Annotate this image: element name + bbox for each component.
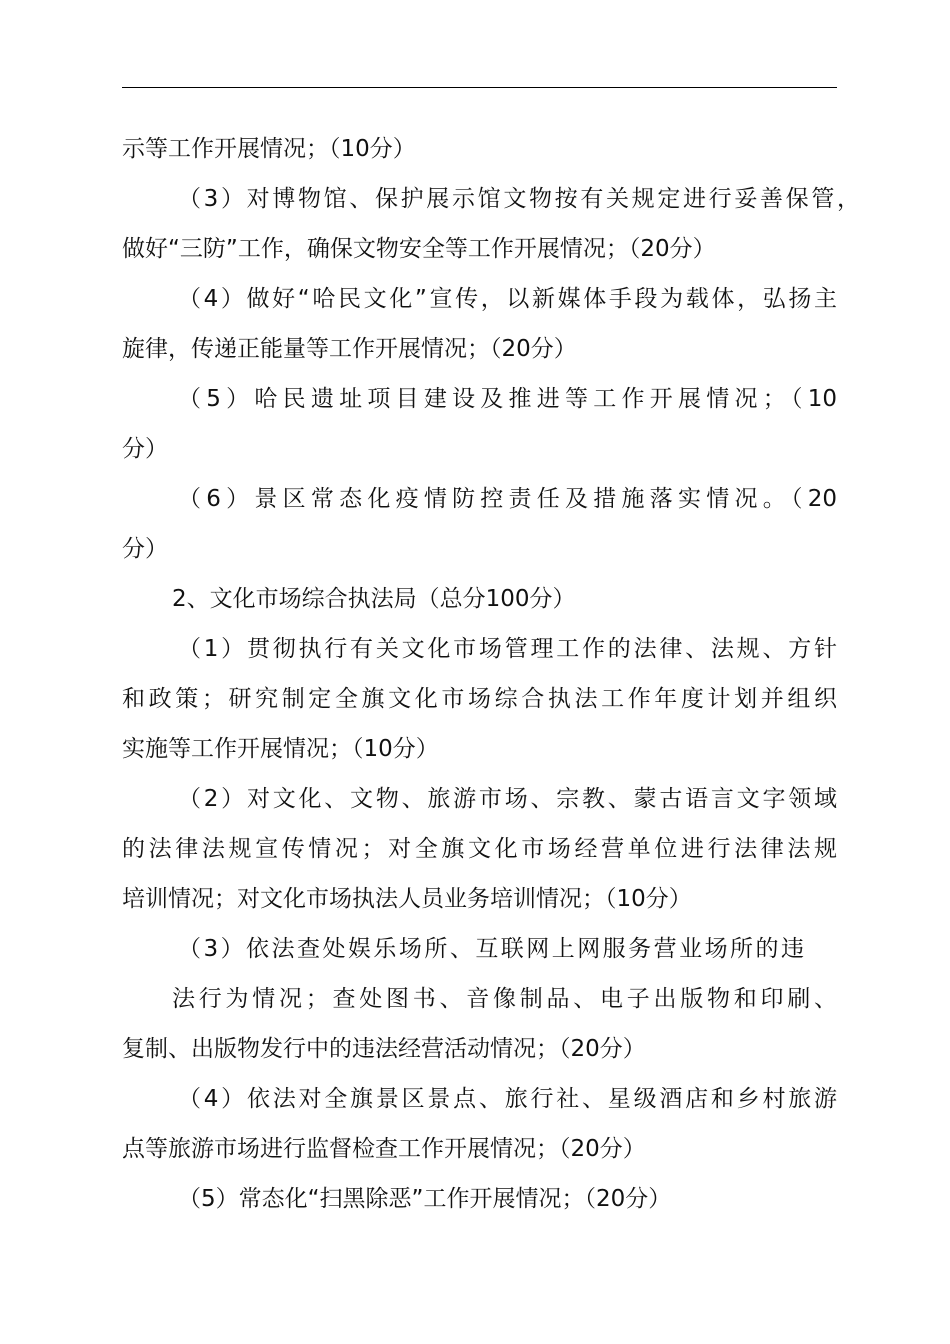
text-line: （3）对博物馆、保护展示馆文物按有关规定进行妥善保管， bbox=[178, 186, 860, 212]
text-line: （4）依法对全旗景区景点、旅行社、星级酒店和乡村旅游 bbox=[178, 1086, 837, 1112]
text-line: 培训情况；对文化市场执法人员业务培训情况；（10分） bbox=[122, 886, 692, 912]
text-line: 旋律，传递正能量等工作开展情况；（20分） bbox=[122, 336, 577, 362]
text-line: 分） bbox=[122, 536, 168, 562]
text-line: （4）做好“哈民文化”宣传，以新媒体手段为载体，弘扬主 bbox=[178, 286, 837, 312]
text-line: 点等旅游市场进行监督检查工作开展情况；（20分） bbox=[122, 1136, 646, 1162]
text-line: 做好“三防”工作，确保文物安全等工作开展情况；（20分） bbox=[122, 236, 716, 262]
text-line: 的法律法规宣传情况；对全旗文化市场经营单位进行法律法规 bbox=[122, 836, 837, 862]
text-line: 复制、出版物发行中的违法经营活动情况；（20分） bbox=[122, 1036, 646, 1062]
text-line: （1）贯彻执行有关文化市场管理工作的法律、法规、方针 bbox=[178, 636, 837, 662]
text-line: （6）景区常态化疫情防控责任及措施落实情况。（20 bbox=[178, 486, 837, 512]
text-line: （5）常态化“扫黑除恶”工作开展情况；（20分） bbox=[178, 1186, 672, 1212]
text-line: 法行为情况；查处图书、音像制品、电子出版物和印刷、 bbox=[172, 986, 837, 1012]
text-line: （3）依法查处娱乐场所、互联网上网服务营业场所的违 bbox=[178, 936, 804, 962]
text-line: （5）哈民遗址项目建设及推进等工作开展情况；（10 bbox=[178, 386, 837, 412]
text-line: （2）对文化、文物、旅游市场、宗教、蒙古语言文字领域 bbox=[178, 786, 837, 812]
header-rule bbox=[122, 87, 837, 88]
section-heading: 2、文化市场综合执法局（总分100分） bbox=[172, 586, 576, 612]
text-line: 示等工作开展情况；（10分） bbox=[122, 136, 416, 162]
text-line: 和政策；研究制定全旗文化市场综合执法工作年度计划并组织 bbox=[122, 686, 837, 712]
text-line: 分） bbox=[122, 436, 168, 462]
text-line: 实施等工作开展情况；（10分） bbox=[122, 736, 439, 762]
